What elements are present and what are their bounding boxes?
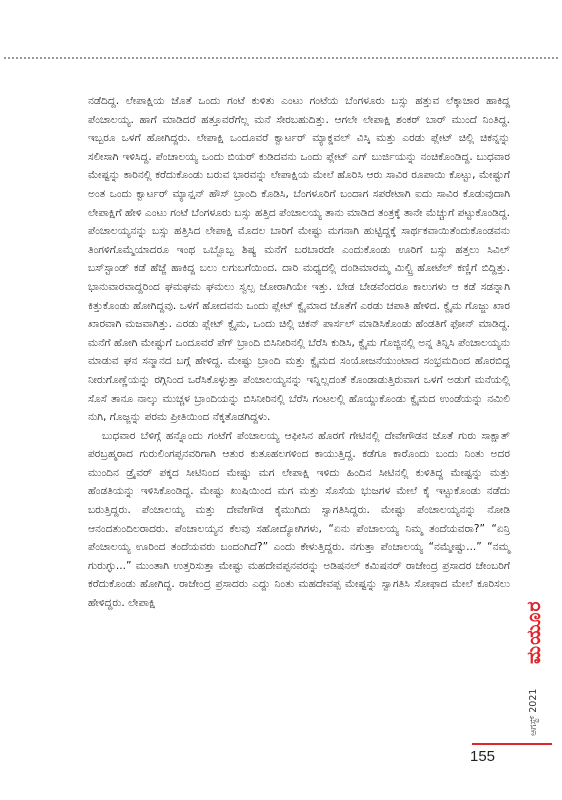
magazine-logo: ಮಯೂರ: [523, 600, 545, 664]
article-body: [88, 92, 510, 613]
magazine-side-strip: [520, 584, 548, 734]
page-number: 155: [470, 748, 496, 765]
footer-red-rule: [472, 743, 552, 745]
issue-date: ಆಗಸ್ಟ್ 2021: [528, 688, 539, 736]
article-paragraph-2: ಬುಧವಾರ ಬೆಳಿಗ್ಗೆ ಹನ್ನೊಂದು ಗಂಟೆಗೆ ಪೆಂಚಾಲಯ್ಯ ಆಫೀಸಿನ ಹೊರಗೆ ಗೇಟಿನಲ್ಲಿ ದೇವೇಗೌಡನ ಜೊತೆ ಗುರು ಸಾಕ್ಷಾತ್ ಪರಬ್ರಹ್ಮರಾದ ಗುರುಲಿಂಗಪ್ಪನವರಿಗಾಗಿ ಆತುರ ಕುತೂಹಲಗಳಿಂದ ಕಾಯುತ್ತಿದ್ದ. ಕಡೆಗೂ ಕಾರೊಂದು ಬಂದು ನಿಂತು ಅದರ ಮುಂದಿನ ಡ್ರೈವರ್ ಪಕ್ಕದ ಸೀಟಿನಿಂದ ಮೇಷ್ಟು ಮಗ ಲೇಪಾಕ್ಷಿ ಇಳಿದು ಹಿಂದಿನ ಸೀಟಿನಲ್ಲಿ ಕುಳಿತಿದ್ದ ಮೇಷ್ಟನ್ನು ಮತ್ತು ಹೆಂಡತಿಯನ್ನು ಇಳಿಸಿಕೊಂಡಿದ್ದ. ಮೇಷ್ಟು ಖುಷಿಯಿಂದ ಮಗ ಮತ್ತು ಸೊಸೆಯ ಭುಜಗಳ ಮೇಲೆ ಕೈ ಇಟ್ಟುಕೊಂಡು ನಡೆದು ಬರುತ್ತಿದ್ದರು. ಪೆಂಚಾಲಯ್ಯ ಮತ್ತು ದೇವೇಗೌಡ ಕೈಮುಗಿದು ಸ್ವಾಗತಿಸಿದ್ದರು. ಮೇಷ್ಟು ಪೆಂಚಾಲಯ್ಯನನ್ನು ನೋಡಿ ಆನಂದತುಂದಿಲರಾದರು. ಪೆಂಚಾಲಯ್ಯನ ಕೆಲವು ಸಹೋದ್ಯೋಗಿಗಳು, “ಏನು ಪೆಂಚಾಲಯ್ಯ ನಿಮ್ಮ ತಂದೆಯವರಾ?” “ಏನ್ರಿ ಪೆಂಚಾಲಯ್ಯ ಊರಿಂದ ತಂದೆಯವರು ಬಂದಂಗಿದೆ?” ಎಂದು ಕೇಳುತ್ತಿದ್ದರು. ನಗುತ್ತಾ ಪೆಂಚಾಲಯ್ಯ “ನಮ್ಮೇಷ್ಟು...” “ನಮ್ಮ ಗುರುಗ್ಳು...” ಮುಂತಾಗಿ ಉತ್ತರಿಸುತ್ತಾ ಮೇಷ್ಟು ಮಹದೇವಪ್ಪನವರನ್ನು ಅಡಿಷನಲ್ ಕಮಿಷನರ್ ರಾಜೇಂದ್ರ ಪ್ರಸಾದರ ಚೇಂಬರಿಗೆ ಕರೆದುಕೊಂಡು ಹೋಗಿದ್ದ. ರಾಜೇಂದ್ರ ಪ್ರಸಾದರು ಎದ್ದು ನಿಂತು ಮಹದೇವಪ್ಪ ಮೇಷ್ಟನ್ನು ಸ್ವಾಗತಿಸಿ ಸೋಫಾದ ಮೇಲೆ ಕೂರಿಸಲು ಹೇಳಿದ್ದರು. ಲೇಪಾಕ್ಷಿ: [88, 429, 510, 610]
top-dotted-rule: [4, 57, 558, 59]
article-paragraph-1: ನಡೆದಿದ್ದ. ಲೇಪಾಕ್ಷಿಯ ಜೊತೆ ಒಂದು ಗಂಟೆ ಕುಳಿತು ಎಂಟು ಗಂಟೆಯ ಬೆಂಗಳೂರು ಬಸ್ಸು ಹತ್ತುವ ಲೆಕ್ಕಾಚಾರ ಹಾಕಿದ್ದ ಪೆಂಚಾಲಯ್ಯ. ಹಾಗೆ ಮಾಡಿದರೆ ಹತ್ತೂವರೆಗೆಲ್ಲ ಮನೆ ಸೇರಬಹುದಿತ್ತು. ಆಗಲೇ ಲೇಪಾಕ್ಷಿ ಶಂಕರ್ ಬಾರ್ ಮುಂದೆ ನಿಂತಿದ್ದ. ಇಬ್ಬರೂ ಒಳಗೆ ಹೋಗಿದ್ದರು. ಲೇಪಾಕ್ಷಿ ಒಂದೂವರೆ ಕ್ವಾರ್ಟರ್ ಮ್ಯಾಕ್ಡವಲ್ ವಿಸ್ಕಿ ಮತ್ತು ಎರಡು ಪ್ಲೇಟ್ ಚಿಲ್ಲಿ ಚಿಕನ್ನನ್ನು ಸಲೀಸಾಗಿ ಇಳಿಸಿದ್ದ. ಪೆಂಚಾಲಯ್ಯ ಒಂದು ಬಿಯರ್ ಕುಡಿದವನು ಒಂದು ಪ್ಲೇಟ್ ಎಗ್ ಬುರ್ಜಿಯನ್ನು ನಂಚಿಕೊಂಡಿದ್ದ. ಬುಧವಾರ ಮೇಷ್ಟನ್ನು ಕಾರಿನಲ್ಲಿ ಕರೆದುಕೊಂಡು ಬರುವ ಭಾರವನ್ನು ಲೇಪಾಕ್ಷಿಯ ಮೇಲೆ ಹೊರಿಸಿ ಆರು ಸಾವಿರ ರೂಪಾಯಿ ಕೊಟ್ಟು, ಮೇಷ್ಟುಗೆ ಅಂತ ಒಂದು ಕ್ವಾರ್ಟರ್ ಮ್ಯಾನ್ಷನ್ ಹೌಸ್ ಬ್ರಾಂದಿ ಕೊಡಿಸಿ, ಬೆಂಗಳೂರಿಗೆ ಬಂದಾಗ ಸಪರೇಟಾಗಿ ಐದು ಸಾವಿರ ಕೊಡುವುದಾಗಿ ಲೇಪಾಕ್ಷಿಗೆ ಹೇಳಿ ಎಂಟು ಗಂಟೆ ಬೆಂಗಳೂರು ಬಸ್ಸು ಹತ್ತಿದ ಪೆಂಚಾಲಯ್ಯ ತಾನು ಮಾಡಿದ ತಂತ್ರಕ್ಕೆ ತಾನೇ ಮೆಚ್ಚುಗೆ ಪಟ್ಟುಕೊಂಡಿದ್ದ. ಪೆಂಚಾಲಯ್ಯನನ್ನು ಬಸ್ಸು ಹತ್ತಿಸಿದ ಲೇಪಾಕ್ಷಿ ಮೊದಲ ಬಾರಿಗೆ ಮೇಷ್ಟು ಮಗನಾಗಿ ಹುಟ್ಟಿದ್ದಕ್ಕೆ ಸಾರ್ಥಕವಾಯಿತೆಂದುಕೊಂಡವನು ತಿಂಗಳಿಗೊಮ್ಮೆಯಾದರೂ ಇಂಥ ಒಬ್ಬೊಬ್ಬ ಶಿಷ್ಯ ಮನೆಗೆ ಬರಬಾರದೇ ಎಂದುಕೊಂಡು ಊರಿಗೆ ಬಸ್ಸು ಹತ್ತಲು ಸಿವಿಲ್ ಬಸ್‌ಸ್ಟಾಂಡ್ ಕಡೆ ಹೆಜ್ಜೆ ಹಾಕಿದ್ದ ಬಲು ಲಗುಬಗೆಯಿಂದ. ದಾರಿ ಮಧ್ಯದಲ್ಲಿ ದಂಡಿಮಾರಮ್ಮ ಮಿಲ್ಟ್ರಿ ಹೋಟೆಲ್ ಕಣ್ಣಿಗೆ ಬಿದ್ದಿತ್ತು. ಭಾನುವಾರವಾದ್ದರಿಂದ ಘಮಘಮ ಘಮಲು ಸ್ವಲ್ಪ ಜೋರಾಗಿಯೇ ಇತ್ತು. ಬೇಡ ಬೇಡವೆಂದರೂ ಕಾಲುಗಳು ಆ ಕಡೆ ಸಡನ್ನಾಗಿ ಕಿತ್ತುಕೊಂಡು ಹೋಗಿದ್ದವು. ಒಳಗೆ ಹೋದವನು ಒಂದು ಪ್ಲೇಟ್ ಕ್ವೈಮಾದ ಜೊತೆಗೆ ಎರಡು ಚಪಾತಿ ಹೇಳಿದ. ಕ್ವೈಮ ಗೊಜ್ಜು ಖಾರ ಖಾರವಾಗಿ ಮಜವಾಗಿತ್ತು. ಎರಡು ಪ್ಲೇಟ್ ಕ್ವೈಮ, ಒಂದು ಚಿಲ್ಲಿ ಚಿಕನ್ ಪಾರ್ಸಲ್ ಮಾಡಿಸಿಕೊಂಡು ಹೆಂಡತಿಗೆ ಫೋನ್ ಮಾಡಿದ್ದ. ಮನೆಗೆ ಹೋಗಿ ಮೇಷ್ಟುಗೆ ಒಂದೂವರೆ ಪೆಗ್ ಬ್ರಾಂದಿ ಬಿಸಿನೀರಿನಲ್ಲಿ ಬೆರೆಸಿ ಕುಡಿಸಿ, ಕ್ವೈಮ ಗೊಜ್ಜಿನಲ್ಲಿ ಅನ್ನ ತಿನ್ನಿಸಿ ಪೆಂಚಾಲಯ್ಯನು ಮಾಡುವ ಘನ ಸನ್ಮಾನದ ಬಗ್ಗೆ ಹೇಳಿದ್ದ. ಮೇಷ್ಟು ಬ್ರಾಂದಿ ಮತ್ತು ಕ್ವೈಮದ ಸಂಯೋಜನೆಯುಂಟಾದ ಸಂಭ್ರಮದಿಂದ ಹೊರಬಿದ್ದ ನೀರುಗೊಣ್ಣೆಯನ್ನು ರಗ್ಗಿನಿಂದ ಒರೆಸಿಕೊಳ್ಳುತ್ತಾ ಪೆಂಚಾಲಯ್ಯನನ್ನು ಇನ್ನಿಲ್ಲದಂತೆ ಕೊಂಡಾಡುತ್ತಿರುವಾಗ ಒಳಗೆ ಅಡುಗೆ ಮನೆಯಲ್ಲಿ ಸೊಸೆ ತಾನೂ ನಾಲ್ಕು ಮುಚ್ಚಳ ಬ್ರಾಂದಿಯನ್ನು ಬಿಸಿನೀರಿನಲ್ಲಿ ಬೆರೆಸಿ ಗಂಟಲಲ್ಲಿ ಹೊಯ್ದುಕೊಂಡು ಕ್ವೈಮದ ಉಂಡೆಯನ್ನು ನಮಿಲಿ ನುಗಿ, ಗೊಜ್ಜನ್ನು ಪರಮ ಪ್ರೀತಿಯಿಂದ ನೆಕ್ಕತೊಡಗಿದ್ದಳು.: [88, 95, 510, 424]
